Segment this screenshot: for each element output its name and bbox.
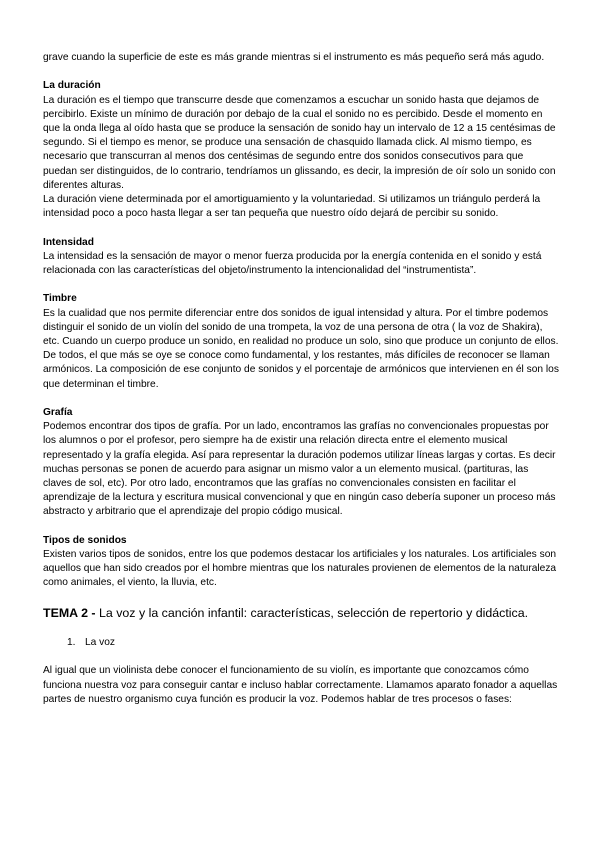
timbre-paragraph: Es la cualidad que nos permite diferenciar entre dos sonidos de igual intensidad y altura. Por el timbre podemos distinguir el sonido de un violín del sonido de una trompeta, la voz de una persona de otra ( la voz de Shakira), etc. Cuando un cuerpo produce un sonido, en realidad no produce un solo, sino que produce un conjunto de ellos. De todos, el que más se oye se conoce como fundamental, y los restantes, más difíciles de reconocer se llaman armónicos. La composición de ese conjunto de sonidos y el porcentaje de armónicos que intervienen en él son los que determinan el timbre. [43, 307, 559, 390]
grafia-paragraph: Podemos encontrar dos tipos de grafía. Por un lado, encontramos las grafías no convencionales propuestas por los alumnos o por el profesor, pero siempre ha de existir una relación directa entre el elemento musical representado y la grafía elegida. Así para representar la duración podemos utilizar líneas largas y cortas. Es decir muchas personas se ponen de acuerdo para asignar un mismo valor a un elemento musical. (partituras, las claves de sol, etc). Por otro lado, encontramos que las grafías no convencionales consisten en facilitar el aprendizaje de la lectura y escritura musical convencional y que en ningún caso debería suponer un proceso más abstracto y arbitrario que el aprendizaje del propio código musical. [43, 421, 556, 518]
intensidad-paragraph: La intensidad es la sensación de mayor o menor fuerza producida por la energía contenida en el sonido y está relacionada con las características del objeto/instrumento la intencionalidad del “instrumentista”. [43, 250, 542, 277]
spacer [43, 278, 559, 292]
tema-label: TEMA 2 - [43, 605, 99, 620]
spacer [43, 650, 559, 664]
spacer [43, 622, 559, 636]
intro-continuation: grave cuando la superficie de este es más grande mientras si el instrumento es más pequeño será más agudo. [43, 52, 545, 63]
heading-timbre: Timbre [43, 293, 77, 305]
duracion-paragraph-1: La duración es el tiempo que transcurre desde que comenzamos a escuchar un sonido hasta que dejamos de percibirlo. Existe un mínimo de duración por debajo de la cual el sonido no es percibido. Desde el momento en que la onda llega al oído hasta que se produce la sensación de sonido hay un intervalo de 12 a 15 centésimas de segundo. Si el tiempo es menor, se produce una sensación de chasquido llamada click. Al mismo tiempo, es necesario que transcurran al menos dos centésimas de segundo entre dos sonidos consecutivos para que puedan ser distinguidos, de lo contrario, tendríamos un glissando, es decir, la impresión de oír solo un sonido con diferentes alturas. [43, 94, 556, 191]
document-page [43, 51, 559, 707]
tema-title: La voz y la canción infantil: características, selección de repertorio y didáctica. [99, 605, 529, 620]
closing-paragraph: Al igual que un violinista debe conocer el funcionamiento de su violín, es importante que conozcamos cómo funciona nuestra voz para conseguir cantar e incluso hablar correctamente. Llamamos aparato fonador a aquellas partes de nuestro organismo cuya función es producir la voz. Podemos hablar de tres procesos o fases: [43, 665, 558, 705]
spacer [43, 221, 559, 235]
heading-intensidad: Intensidad [43, 236, 94, 248]
tema-heading [43, 605, 559, 622]
spacer [43, 520, 559, 534]
tipos-de-sonidos-paragraph: Existen varios tipos de sonidos, entre los que podemos destacar los artificiales y los naturales. Los artificiales son aquellos que han sido creados por el hombre mientras que los naturales provienen de elementos de la naturaleza como animales, el viento, la lluvia, etc. [43, 549, 557, 589]
heading-tipos-de-sonidos: Tipos de sonidos [43, 534, 127, 546]
spacer [43, 591, 559, 605]
duracion-paragraph-2: La duración viene determinada por el amortiguamiento y la voluntariedad. Si utilizamos un triángulo perderá la intensidad poco a poco hasta llegar a ser tan pequeña que nuestro oído dejará de percibir su sonido. [43, 194, 541, 220]
list-number: 1. [67, 637, 76, 649]
spacer [43, 392, 559, 406]
list-label: La voz [85, 637, 116, 649]
heading-grafia: Grafía [43, 407, 73, 419]
heading-duracion: La duración [43, 80, 101, 92]
spacer [43, 65, 559, 79]
list-item-la-voz [67, 636, 559, 650]
